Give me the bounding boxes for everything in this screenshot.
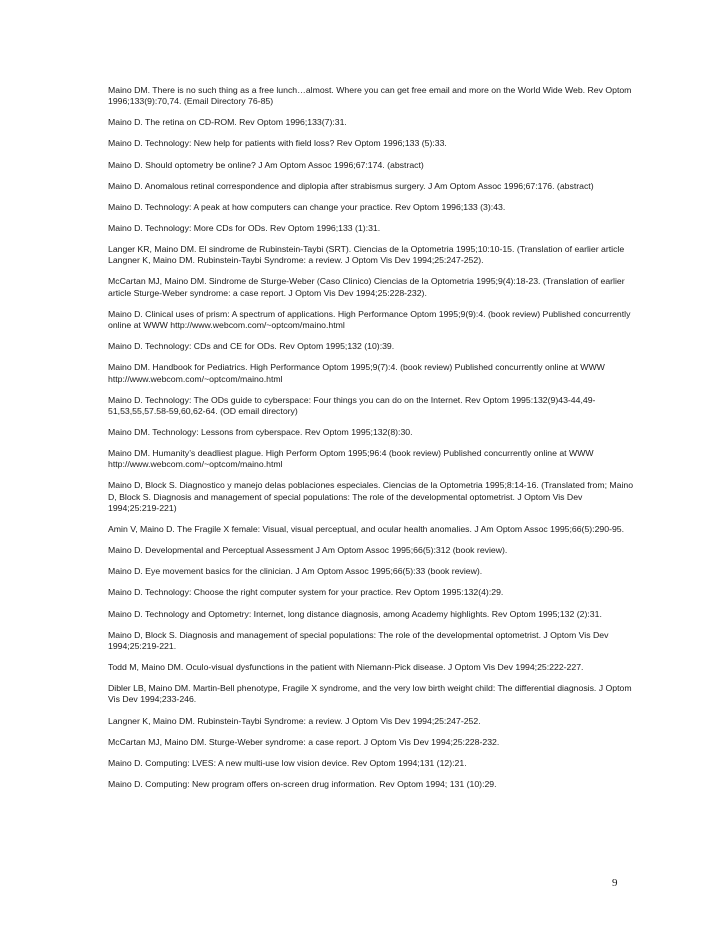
reference-item: Maino D, Block S. Diagnostico y manejo delas poblaciones especiales. Ciencias de la Optometria 1995;8:14-16. (Translated from; Maino D, Block S. Diagnosis and management of special populations: The role of the developmental optometrist. J Optom Vis Dev 1994;25:219-221) — [108, 480, 634, 514]
reference-item: Maino D, Block S. Diagnosis and management of special populations: The role of the developmental optometrist. J Optom Vis Dev 1994;25:219-221. — [108, 629, 609, 651]
reference-item: Maino D. Technology: Choose the right computer system for your practice. Rev Optom 1995:132(4):29. — [108, 587, 504, 598]
reference-item: Langner K, Maino DM. Rubinstein-Taybi Syndrome: a review. J Optom Vis Dev 1994;25:247-252. — [108, 715, 481, 726]
reference-item: Maino D. Technology and Optometry: Internet, long distance diagnosis, among Academy highlights. Rev Optom 1995;132 (2):31. — [108, 608, 602, 619]
reference-item: Maino D. Computing: New program offers on-screen drug information. Rev Optom 1994; 131 (10):29. — [108, 778, 497, 789]
reference-list — [108, 85, 634, 800]
reference-item: Maino D. Technology: More CDs for ODs. Rev Optom 1996;133 (1):31. — [108, 222, 381, 233]
reference-item: Maino DM. Handbook for Pediatrics. High Performance Optom 1995;9(7):4. (book review) Published concurrently online at WWW http://www.webcom.com/~optcom/maino.html — [108, 362, 605, 384]
reference-item: Maino D. Should optometry be online? J Am Optom Assoc 1996;67:174. (abstract) — [108, 159, 424, 170]
reference-item: Maino DM. There is no such thing as a free lunch…almost. Where you can get free email and more on the World Wide Web. Rev Optom 1996;133(9):70,74. (Email Directory 76-85) — [108, 85, 632, 107]
reference-item: Langer KR, Maino DM. El sindrome de Rubinstein-Taybi (SRT). Ciencias de la Optometria 1995;10:10-15. (Translation of earlier article Langner K, Maino DM. Rubinstein-Taybi Syndrome: a review. J Optom Vis Dev 1994;25:247-252). — [108, 243, 625, 266]
reference-item: Maino D. The retina on CD-ROM. Rev Optom 1996;133(7):31. — [108, 117, 347, 128]
reference-item: McCartan MJ, Maino DM. Sturge-Weber syndrome: a case report. J Optom Vis Dev 1994;25:228-232. — [108, 736, 500, 747]
reference-item: Maino D. Eye movement basics for the clinician. J Am Optom Assoc 1995;66(5):33 (book review). — [108, 566, 483, 577]
reference-item: Maino DM. Technology: Lessons from cyberspace. Rev Optom 1995;132(8):30. — [108, 427, 413, 437]
reference-item: Maino D. Technology: CDs and CE for ODs. Rev Optom 1995;132 (10):39. — [108, 341, 395, 352]
reference-item: Maino D. Anomalous retinal correspondence and diplopia after strabismus surgery. J Am Optom Assoc 1996;67:176. (abstract) — [108, 180, 594, 191]
reference-item: Maino D. Technology: The ODs guide to cyberspace: Four things you can do on the Internet. Rev Optom 1995:132(9)43-44,49-51,53,55,57.58-59,60,62-64. (OD email directory) — [108, 394, 596, 416]
reference-item: McCartan MJ, Maino DM. Sindrome de Sturge-Weber (Caso Clinico) Ciencias de la Optometria 1995;9(4):18-23. (Translation of earlier article Sturge-Weber syndrome: a case report. J Optom Vis Dev 1994;25:228-232). — [108, 276, 625, 298]
reference-item: Maino D. Technology: A peak at how computers can change your practice. Rev Optom 1996;133 (3):43. — [108, 201, 506, 212]
reference-item: Maino DM. Humanity’s deadliest plague. High Perform Optom 1995;96:4 (book review) Published concurrently online at WWW http://www.webcom.com/~optcom/maino.html — [108, 448, 594, 470]
reference-item: Maino D. Technology: New help for patients with field loss? Rev Optom 1996;133 (5):33. — [108, 138, 447, 149]
reference-item: Maino D. Developmental and Perceptual Assessment J Am Optom Assoc 1995;66(5):312 (book review). — [108, 545, 508, 556]
reference-item: Todd M, Maino DM. Oculo-visual dysfunctions in the patient with Niemann-Pick disease. J Optom Vis Dev 1994;25:222-227. — [108, 662, 584, 673]
reference-item: Amin V, Maino D. The Fragile X female: Visual, visual perceptual, and ocular health anomalies. J Am Optom Assoc 1995;66(5):290-95. — [108, 524, 625, 535]
reference-item: Dibler LB, Maino DM. Martin-Bell phenotype, Fragile X syndrome, and the very low birth weight child: The differential diagnosis. J Optom Vis Dev 1994;233-246. — [108, 683, 632, 705]
reference-item: Maino D. Clinical uses of prism: A spectrum of applications. High Performance Optom 1995;9(9):4. (book review) Published concurrently online at WWW http://www.webcom.com/~optcom/maino.html — [108, 308, 631, 331]
reference-item: Maino D. Computing: LVES: A new multi-use low vision device. Rev Optom 1994;131 (12):21. — [108, 757, 467, 768]
page-number: 9 — [612, 877, 618, 889]
